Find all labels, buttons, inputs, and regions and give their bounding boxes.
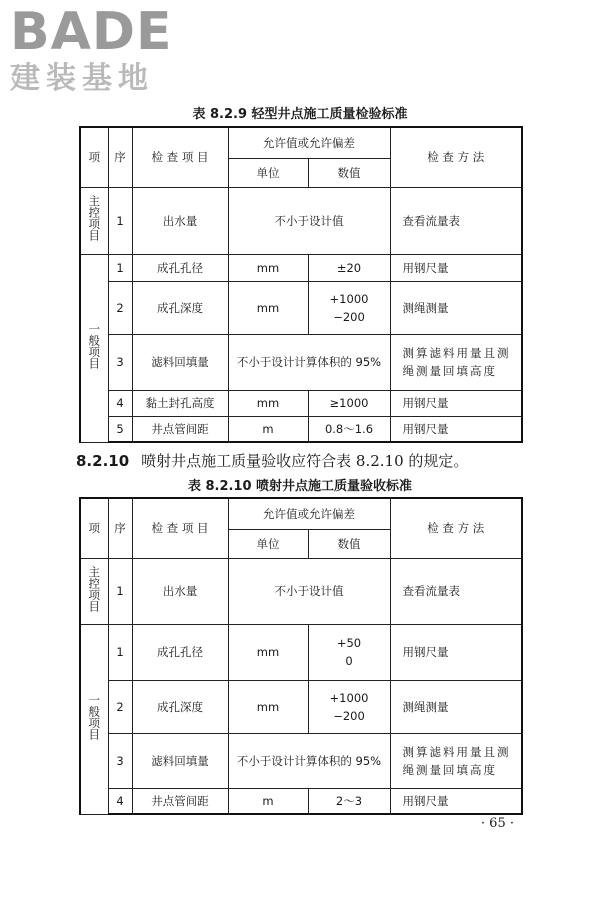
table2-seq: 2 [108, 680, 132, 733]
logo-subtitle: 建装基地 [10, 61, 154, 96]
table2-name: 成孔孔径 [132, 624, 228, 680]
table-row [80, 416, 522, 442]
table2-group-main-label: 主控项目 [87, 565, 102, 612]
table1-seq: 4 [108, 390, 132, 416]
table2-caption: 表 8.2.10 喷射井点施工质量验收标准 [187, 479, 413, 494]
table2-header-value: 数值 [308, 529, 390, 558]
table1-method [390, 334, 522, 390]
table1-caption: 表 8.2.9 轻型井点施工质量检验标准 [192, 107, 408, 122]
table1-header-row [80, 127, 522, 158]
table1-name: 出水量 [132, 187, 228, 254]
table1-merged: 不小于设计值 [228, 187, 390, 254]
clause-number: 8.2.10 [76, 452, 130, 470]
table-row [80, 788, 522, 814]
table2-seq: 3 [108, 733, 132, 788]
table-row [80, 187, 522, 254]
table1-merged: 不小于设计计算体积的 95% [228, 334, 390, 390]
table1-value-lower: −200 [333, 309, 365, 324]
table1-method-line1: 测算滤料用量且测 [402, 346, 511, 360]
table2-method: 查看流量表 [390, 558, 522, 624]
table-row [80, 624, 522, 680]
table2-header-item: 项 [80, 498, 108, 558]
table-row [80, 254, 522, 281]
table1-name: 滤料回填量 [132, 334, 228, 390]
table-row [80, 558, 522, 624]
table2-header-unit: 单位 [228, 529, 308, 558]
table-row [80, 680, 522, 733]
table1-group-main-label: 主控项目 [87, 195, 102, 241]
table-row [80, 281, 522, 334]
table2-unit: mm [228, 624, 308, 680]
table1-seq: 1 [108, 187, 132, 254]
table-row [80, 733, 522, 788]
table2-value-lower: 0 [345, 654, 353, 668]
table1-seq: 5 [108, 416, 132, 442]
table2-merged: 不小于设计计算体积的 95% [228, 733, 390, 788]
table1-header-check: 检 查 项 目 [132, 127, 228, 187]
table1-group-main [80, 187, 108, 254]
table2-seq: 4 [108, 788, 132, 814]
table1-name: 成孔孔径 [132, 254, 228, 281]
table1-name: 黏土封孔高度 [132, 390, 228, 416]
table2-value-range [308, 680, 390, 733]
table1-name: 井点管间距 [132, 416, 228, 442]
table1-method: 用钢尺量 [390, 390, 522, 416]
table2-method: 用钢尺量 [390, 624, 522, 680]
table1-value-upper: +1000 [329, 291, 369, 306]
table2-method [390, 733, 522, 788]
table2-seq: 1 [108, 624, 132, 680]
clause-text: 喷射井点施工质量验收应符合表 8.2.10 的规定。 [141, 452, 469, 470]
table1-header-unit: 单位 [228, 158, 308, 187]
table1-value: ±20 [308, 254, 390, 281]
table2-header-method: 检 查 方 法 [390, 498, 522, 558]
table2-merged: 不小于设计值 [228, 558, 390, 624]
table1-unit: mm [228, 281, 308, 334]
table1-value: ≥1000 [308, 390, 390, 416]
table1-header-value: 数值 [308, 158, 390, 187]
table-row [80, 390, 522, 416]
page-number: · 65 · [480, 816, 514, 831]
table2-method-line1: 测算滤料用量且测 [402, 744, 511, 759]
table1-seq: 1 [108, 254, 132, 281]
table2-unit: mm [228, 680, 308, 733]
table1-group-general-label: 一般项目 [87, 322, 102, 369]
table2-value-upper: +50 [336, 636, 362, 650]
table1-method: 用钢尺量 [390, 416, 522, 442]
logo-brand-text: BADE [10, 2, 173, 62]
table1-seq: 2 [108, 281, 132, 334]
table1 [79, 126, 523, 443]
table2-method: 测绳测量 [390, 680, 522, 733]
table2-header-check: 检 查 项 目 [132, 498, 228, 558]
table1-method: 测绳测量 [390, 281, 522, 334]
table2-value-lower: −200 [333, 708, 365, 723]
table2-header-allow: 允许值或允许偏差 [228, 498, 390, 529]
table2-method-line2: 绳测量回填高度 [402, 762, 497, 777]
table2-unit: m [228, 788, 308, 814]
table1-name: 成孔深度 [132, 281, 228, 334]
table1-header-method: 检 查 方 法 [390, 127, 522, 187]
table1-method: 查看流量表 [390, 187, 522, 254]
table2-group-main [80, 558, 108, 624]
table1-value-range [308, 281, 390, 334]
table1-header-seq: 序 [108, 127, 132, 187]
table1-method-line2: 绳测量回填高度 [402, 364, 497, 378]
table2-seq: 1 [108, 558, 132, 624]
table1-seq: 3 [108, 334, 132, 390]
table2-group-general [80, 624, 108, 814]
table2-group-general-label: 一般项目 [87, 693, 102, 740]
table1-unit: m [228, 416, 308, 442]
table2-method: 用钢尺量 [390, 788, 522, 814]
table2 [79, 497, 523, 815]
table1-unit: mm [228, 254, 308, 281]
clause-8-2-10 [76, 450, 468, 471]
table2-header-row [80, 498, 522, 529]
table2-value: 2～3 [308, 788, 390, 814]
table2-name: 滤料回填量 [132, 733, 228, 788]
table1-header-item: 项 [80, 127, 108, 187]
table1-group-general [80, 254, 108, 442]
table2-value-upper: +1000 [329, 690, 369, 705]
brand-logo [10, 4, 173, 96]
table2-name: 井点管间距 [132, 788, 228, 814]
table2-name: 出水量 [132, 558, 228, 624]
table2-value-range [308, 624, 390, 680]
table-row [80, 334, 522, 390]
table2-name: 成孔深度 [132, 680, 228, 733]
table1-unit: mm [228, 390, 308, 416]
table1-value: 0.8～1.6 [308, 416, 390, 442]
table1-method: 用钢尺量 [390, 254, 522, 281]
table2-header-seq: 序 [108, 498, 132, 558]
table1-header-allow: 允许值或允许偏差 [228, 127, 390, 158]
